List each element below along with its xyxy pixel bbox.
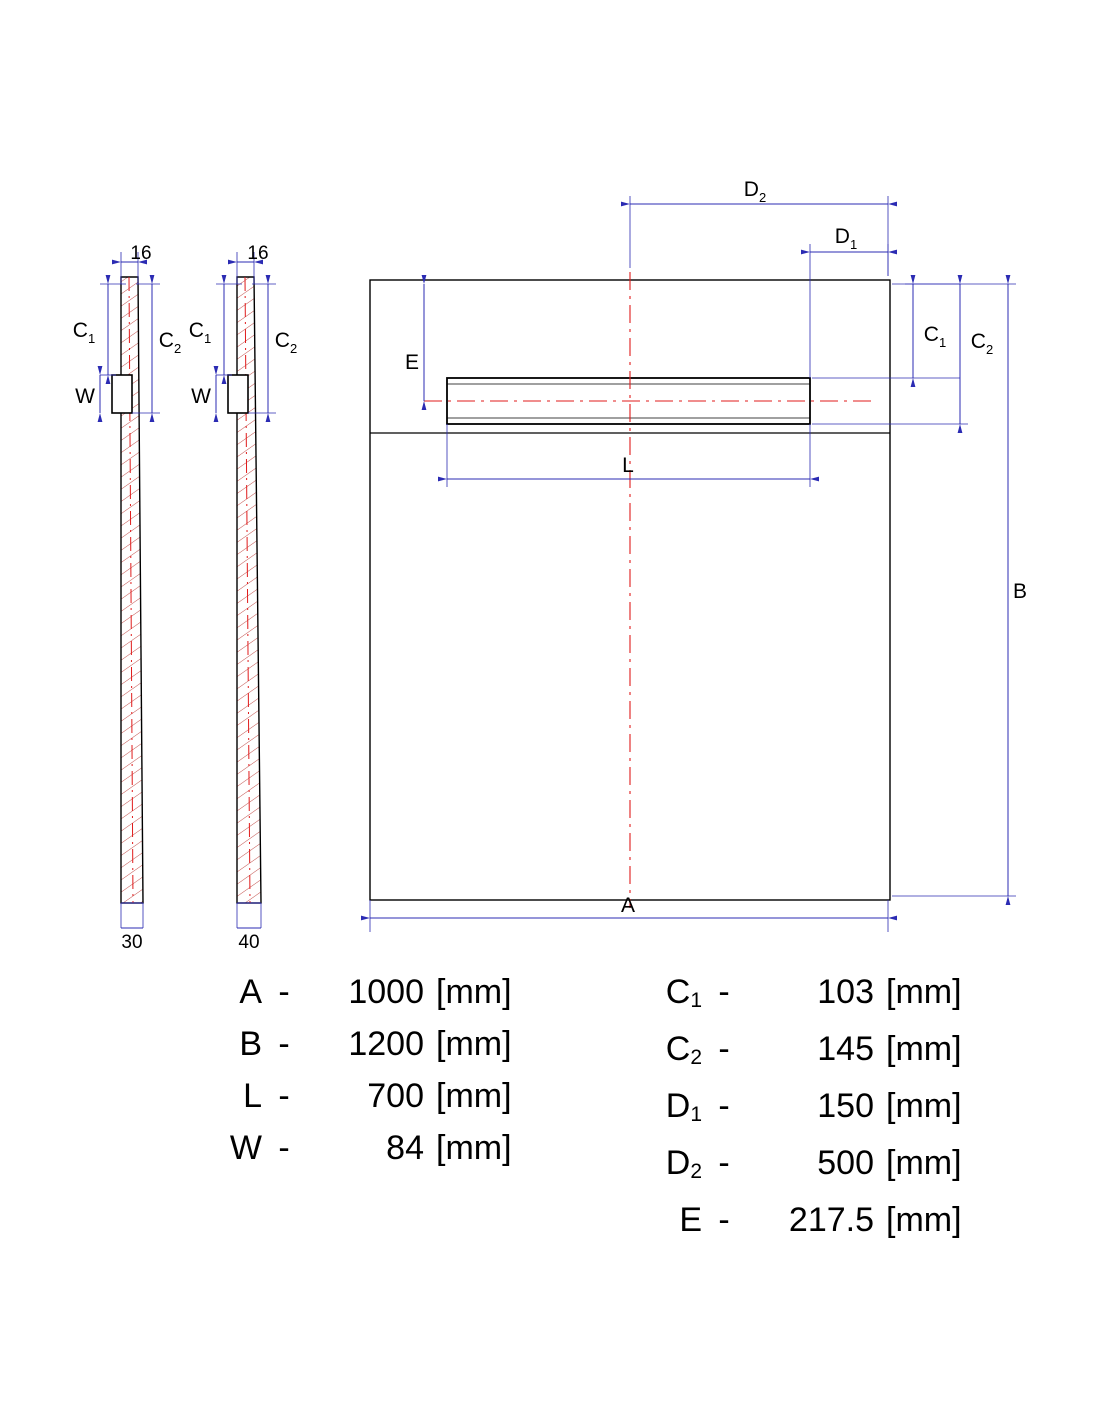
section-40-label-c1: $C_1$ <box>188 319 212 346</box>
plan-label-l: L <box>622 454 634 477</box>
plan-label-d2: $D_2$ <box>743 178 767 205</box>
legend-value: 1200 <box>348 1025 424 1063</box>
legend-unit: [mm] <box>436 1077 512 1115</box>
section-30-drain-box <box>112 375 132 413</box>
plan-label-c1: $C_1$ <box>923 323 947 350</box>
legend-unit: [mm] <box>886 1144 962 1182</box>
plan-view <box>370 178 1027 932</box>
legend-dash: - <box>718 1030 730 1068</box>
section-40-label-40: 40 <box>238 932 260 953</box>
legend-dash: - <box>718 1201 730 1239</box>
legend-left-column <box>178 966 512 1174</box>
plan-label-a: A <box>620 894 636 917</box>
legend-row <box>630 966 962 1023</box>
section-30-label-w: W <box>75 385 95 408</box>
legend-value: 103 <box>817 973 874 1011</box>
legend-right-column <box>630 966 962 1251</box>
section-30-label-16: 16 <box>130 243 152 264</box>
plan-label-c2: $C_2$ <box>970 330 994 357</box>
legend-symbol: E <box>679 1201 702 1239</box>
section-40-label-c2: $C_2$ <box>274 329 298 356</box>
legend-value: 217.5 <box>788 1201 874 1239</box>
legend-dash: - <box>278 973 290 1011</box>
section-view-30 <box>73 243 181 953</box>
legend-dash: - <box>278 1077 290 1115</box>
legend-symbol: W <box>229 1129 262 1167</box>
legend-unit: [mm] <box>436 973 512 1011</box>
legend-row <box>630 1194 962 1251</box>
legend-unit: [mm] <box>886 1030 962 1068</box>
legend-row <box>630 1080 962 1137</box>
legend-symbol: C2 <box>665 1030 702 1069</box>
section-40-label-w: W <box>191 385 211 408</box>
legend-unit: [mm] <box>436 1025 512 1063</box>
legend-row <box>178 1018 512 1070</box>
legend-row <box>178 1122 512 1174</box>
legend-symbol: C1 <box>665 973 702 1012</box>
legend-unit: [mm] <box>886 973 962 1011</box>
section-40-drain-box <box>228 375 248 413</box>
section-30-label-c1: $C_1$ <box>72 319 96 346</box>
legend-value: 1000 <box>348 973 424 1011</box>
legend-value: 84 <box>386 1129 424 1167</box>
legend-unit: [mm] <box>886 1201 962 1239</box>
section-30-label-c2: $C_2$ <box>158 329 182 356</box>
legend-unit: [mm] <box>886 1087 962 1125</box>
legend-dash: - <box>718 1144 730 1182</box>
legend-value: 145 <box>817 1030 874 1068</box>
legend-value: 150 <box>817 1087 874 1125</box>
legend-row <box>178 966 512 1018</box>
legend-symbol: D2 <box>665 1144 702 1183</box>
legend-symbol: D1 <box>665 1087 702 1126</box>
plan-label-d1: $D_1$ <box>834 225 858 252</box>
legend-symbol: B <box>239 1025 262 1063</box>
legend-row <box>630 1023 962 1080</box>
legend-dash: - <box>278 1025 290 1063</box>
plan-label-e: E <box>404 351 420 374</box>
legend-dash: - <box>278 1129 290 1167</box>
legend-symbol: A <box>239 973 262 1011</box>
section-40-label-16: 16 <box>247 243 269 264</box>
legend-unit: [mm] <box>436 1129 512 1167</box>
legend-dash: - <box>718 973 730 1011</box>
legend-dash: - <box>718 1087 730 1125</box>
legend-value: 700 <box>367 1077 424 1115</box>
section-30-label-30: 30 <box>121 932 143 953</box>
legend-value: 500 <box>817 1144 874 1182</box>
legend-symbol: L <box>243 1077 262 1115</box>
legend-row <box>630 1137 962 1194</box>
legend-row <box>178 1070 512 1122</box>
section-view-40 <box>189 243 297 953</box>
plan-label-b: B <box>1012 580 1028 603</box>
